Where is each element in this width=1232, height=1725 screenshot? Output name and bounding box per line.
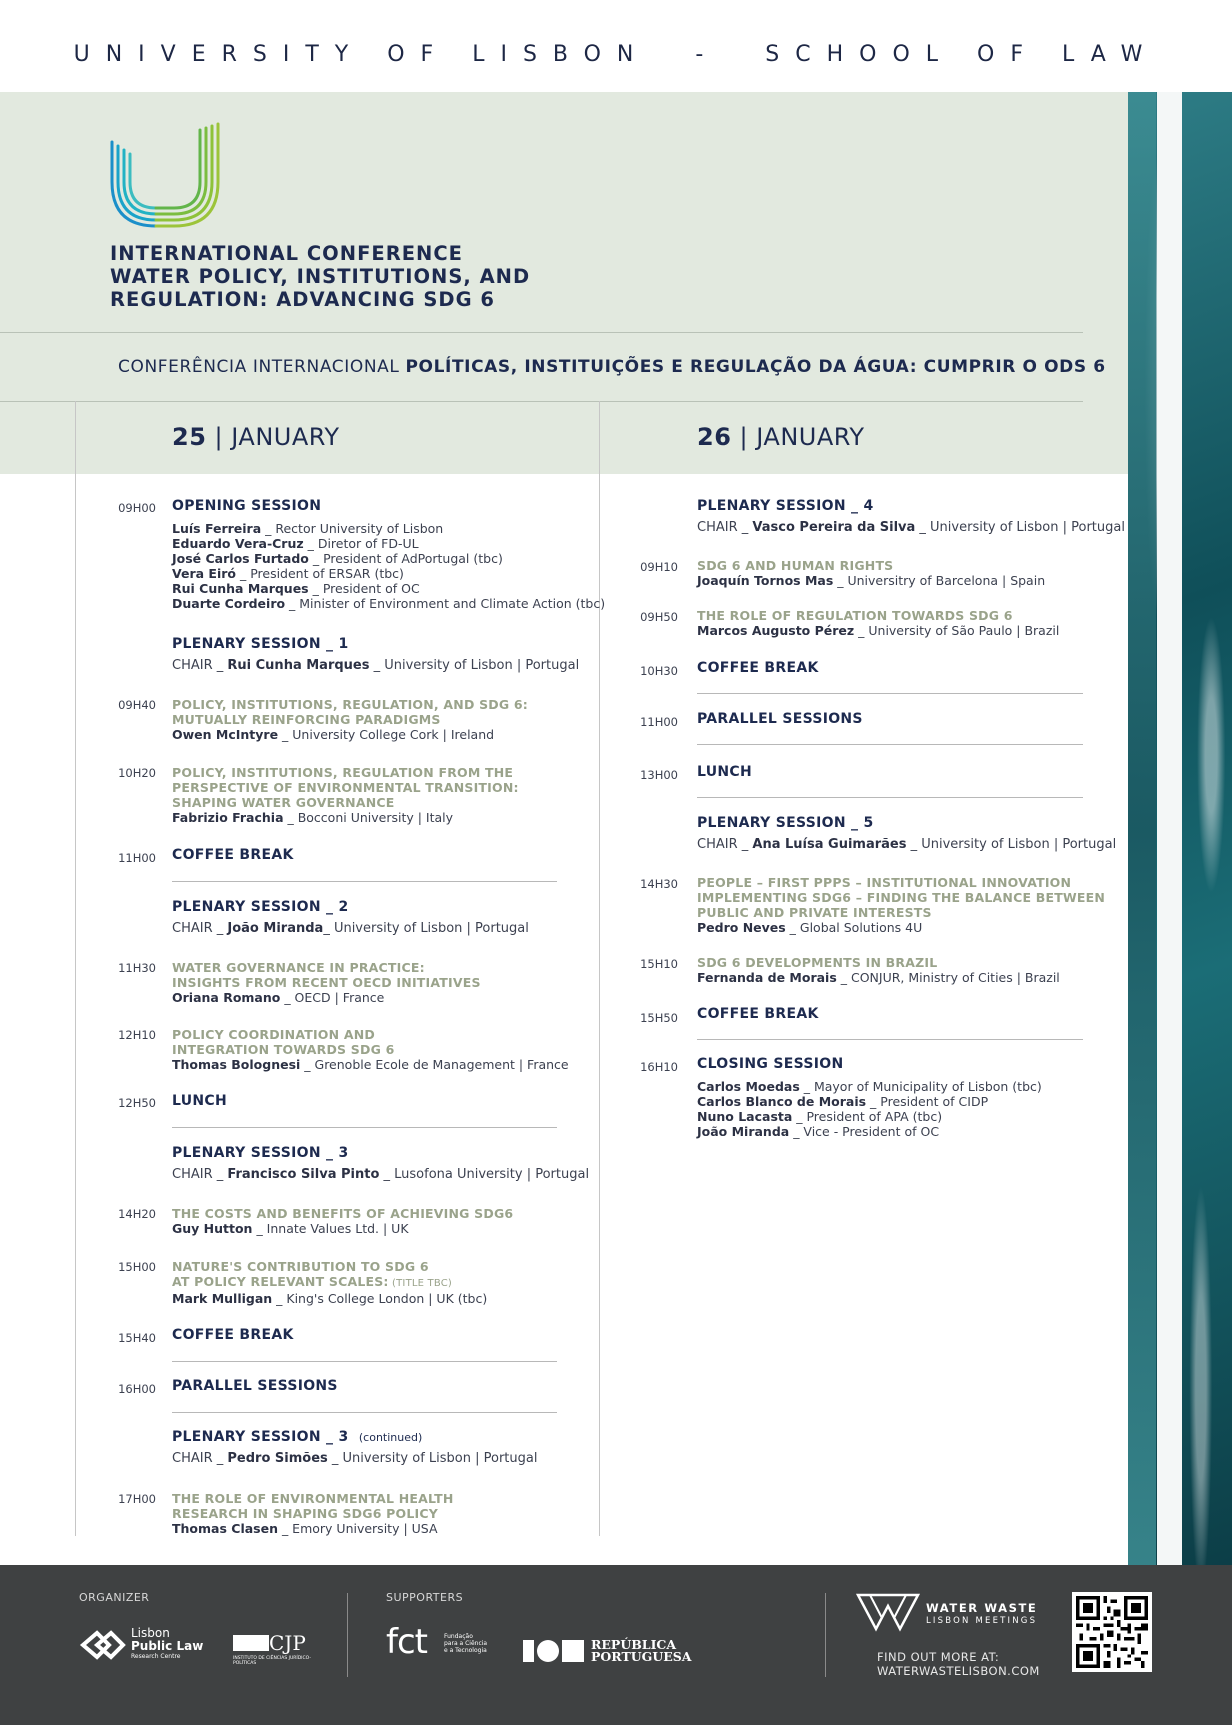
speaker: Duarte Cordeiro _ Minister of Environment and Climate Action (tbc): [172, 596, 606, 611]
day1-number: 25: [172, 423, 207, 451]
talk-title-line: THE ROLE OF REGULATION TOWARDS SDG 6: [697, 608, 1013, 623]
speaker: Carlos Blanco de Morais _ President of CIDP: [697, 1094, 989, 1109]
speaker: Thomas Clasen _ Emory University | USA: [172, 1521, 438, 1536]
speaker: João Miranda _ Vice - President of OC: [697, 1124, 940, 1139]
lunch: LUNCH: [172, 1093, 227, 1109]
hero-divider-1: [0, 332, 1083, 333]
speaker: Pedro Neves _ Global Solutions 4U: [697, 920, 923, 935]
talk: [697, 558, 1045, 588]
speaker: Rui Cunha Marques _ President of OC: [172, 581, 420, 596]
speaker: Joaquín Tornos Mas _ Universitry of Barcelona | Spain: [697, 573, 1046, 588]
time-label: 13H00: [640, 768, 678, 782]
chair-line: CHAIR _ Vasco Pereira da Silva _ University of Lisbon | Portugal: [697, 520, 1125, 535]
ww-line-2: LISBON MEETINGS: [926, 1616, 1038, 1626]
talk: [172, 1259, 487, 1306]
talk-title-line: PUBLIC AND PRIVATE INTERESTS: [697, 905, 932, 920]
speaker: Vera Eiró _ President of ERSAR (tbc): [172, 566, 404, 581]
supporters-label: SUPPORTERS: [386, 1591, 464, 1604]
opening-session: [172, 498, 605, 611]
pt-title-main: POLÍTICAS, INSTITUIÇÕES E REGULAÇÃO DA ÁGUA: CUMPRIR O ODS 6: [405, 357, 1106, 377]
qr-code-icon: [1076, 1596, 1148, 1668]
talk-title-line: INTEGRATION TOWARDS SDG 6: [172, 1042, 395, 1057]
conference-u-logo: [108, 122, 228, 232]
talk: [697, 955, 1060, 985]
university-title: UNIVERSITY OF LISBON - SCHOOL OF LAW: [73, 42, 1159, 67]
footer-divider: [825, 1593, 826, 1677]
speaker: Fernanda de Morais _ CONJUR, Ministry of Cities | Brazil: [697, 970, 1060, 985]
talk-title-line: NATURE'S CONTRIBUTION TO SDG 6: [172, 1259, 429, 1274]
fct-sub-2: para a Ciência: [444, 1640, 488, 1647]
day1-heading: [172, 423, 340, 451]
ww-line-1: WATER WASTE: [926, 1601, 1038, 1615]
plenary-session-5: [697, 815, 1116, 852]
time-label: 16H00: [118, 1382, 156, 1396]
rep-line-1: REPÚBLICA: [591, 1637, 677, 1652]
session-title: PLENARY SESSION _ 4: [697, 498, 874, 514]
speaker: Thomas Bolognesi _ Grenoble Ecole de Management | France: [172, 1057, 569, 1072]
plenary-session-3-continued: [172, 1429, 537, 1466]
time-label: 15H40: [118, 1331, 156, 1345]
fct-text: fct: [386, 1622, 427, 1662]
divider: [697, 1039, 1083, 1040]
talk: [172, 1027, 569, 1072]
continued-note: (continued): [358, 1431, 423, 1444]
qr-code[interactable]: [1072, 1592, 1152, 1672]
organizer-label: ORGANIZER: [79, 1591, 150, 1604]
speaker: Guy Hutton _ Innate Values Ltd. | UK: [172, 1221, 409, 1236]
divider: [697, 693, 1083, 694]
lisbon-public-law-icon: [79, 1627, 127, 1663]
time-label: 15H50: [640, 1011, 678, 1025]
session-title: PLENARY SESSION _ 3: [172, 1145, 349, 1161]
talk: [697, 608, 1059, 638]
session-title: PLENARY SESSION _ 2: [172, 899, 349, 915]
chair-line: CHAIR _ Pedro Simões _ University of Lisbon | Portugal: [172, 1451, 538, 1466]
time-label: 11H30: [118, 961, 156, 975]
day1-month: | JANUARY: [206, 423, 340, 451]
session-title: PLENARY SESSION _ 1: [172, 636, 349, 652]
talk: [697, 875, 1105, 935]
session-title: CLOSING SESSION: [697, 1056, 844, 1072]
footer-divider: [347, 1593, 348, 1677]
speaker: Eduardo Vera-Cruz _ Diretor of FD-UL: [172, 536, 419, 551]
day2-heading: [697, 423, 865, 451]
title-line-3: REGULATION: ADVANCING SDG 6: [110, 288, 495, 311]
chair-line: CHAIR _ Rui Cunha Marques _ University of Lisbon | Portugal: [172, 658, 580, 673]
speaker: Oriana Romano _ OECD | France: [172, 990, 385, 1005]
water-photo-edge: [1128, 92, 1156, 1565]
chair-line: CHAIR _ Francisco Silva Pinto _ Lusofona University | Portugal: [172, 1167, 590, 1182]
time-label: 09H10: [640, 560, 678, 574]
talk-title-line: POLICY, INSTITUTIONS, REGULATION, AND SDG 6:: [172, 697, 528, 712]
day1-left-rule: [75, 401, 76, 1536]
talk-title-line: AT POLICY RELEVANT SCALES: (TITLE TBC): [172, 1274, 453, 1289]
coffee-break: COFFEE BREAK: [697, 660, 819, 676]
fct-sub-3: e a Tecnologia: [444, 1647, 487, 1654]
chair-line: CHAIR _ João Miranda_ University of Lisbon | Portugal: [172, 921, 529, 936]
time-label: 12H50: [118, 1096, 156, 1110]
pt-title-prefix: CONFERÊNCIA INTERNACIONAL: [118, 357, 406, 377]
speaker: Nuno Lacasta _ President of APA (tbc): [697, 1109, 943, 1124]
speaker: Luís Ferreira _ Rector University of Lisbon: [172, 521, 444, 536]
time-label: 09H40: [118, 698, 156, 712]
time-label: 10H20: [118, 766, 156, 780]
plenary-session-2: [172, 899, 529, 936]
chair-line: CHAIR _ Ana Luísa Guimarães _ University of Lisbon | Portugal: [697, 837, 1117, 852]
plenary-session-4: [697, 498, 1125, 535]
talk-title-line: POLICY COORDINATION AND: [172, 1027, 375, 1042]
time-label: 11H00: [118, 851, 156, 865]
parallel-sessions: PARALLEL SESSIONS: [697, 711, 863, 727]
time-label: 09H00: [118, 501, 156, 515]
plenary-session-3: [172, 1145, 589, 1182]
talk: [172, 960, 481, 1005]
time-label: 15H10: [640, 957, 678, 971]
time-label: 15H00: [118, 1260, 156, 1274]
talk-title-line: PEOPLE – FIRST PPPS – INSTITUTIONAL INNOVATION: [697, 875, 1072, 890]
talk: [172, 1206, 513, 1236]
divider: [172, 1127, 557, 1128]
time-label: 09H50: [640, 610, 678, 624]
speaker: Marcos Augusto Pérez _ University of São Paulo | Brazil: [697, 623, 1060, 638]
talk-title-line: SHAPING WATER GOVERNANCE: [172, 795, 395, 810]
time-label: 14H30: [640, 877, 678, 891]
time-label: 10H30: [640, 664, 678, 678]
lpl-line-3: Research Centre: [131, 1653, 181, 1660]
water-photo-divider: [1157, 92, 1182, 1565]
divider: [172, 1412, 557, 1413]
talk: [172, 765, 519, 825]
find-out-more: [877, 1650, 1040, 1678]
time-label: 14H20: [118, 1207, 156, 1221]
talk-title-line: POLICY, INSTITUTIONS, REGULATION FROM THE: [172, 765, 514, 780]
session-title: PLENARY SESSION _ 3 (continued): [172, 1429, 423, 1445]
speaker-list: [697, 1079, 1042, 1139]
find-label: FIND OUT MORE AT:: [877, 1650, 1000, 1664]
parallel-sessions: PARALLEL SESSIONS: [172, 1378, 338, 1394]
lpl-line-1: Lisbon: [131, 1626, 170, 1640]
coffee-break: COFFEE BREAK: [172, 1327, 294, 1343]
talk-title-line: INSIGHTS FROM RECENT OECD INITIATIVES: [172, 975, 481, 990]
talk: [172, 1491, 454, 1536]
coffee-break: COFFEE BREAK: [697, 1006, 819, 1022]
talk-title-line: THE ROLE OF ENVIRONMENTAL HEALTH: [172, 1491, 454, 1506]
title-line-2: WATER POLICY, INSTITUTIONS, AND: [110, 265, 531, 288]
talk-title-line: PERSPECTIVE OF ENVIRONMENTAL TRANSITION:: [172, 780, 519, 795]
rep-line-2: PORTUGUESA: [591, 1649, 692, 1664]
time-label: 11H00: [640, 715, 678, 729]
talk: [172, 697, 528, 742]
time-label: 16H10: [640, 1060, 678, 1074]
plenary-session-1: [172, 636, 579, 673]
talk-title-line: IMPLEMENTING SDG6 – FINDING THE BALANCE BETWEEN: [697, 890, 1106, 905]
coffee-break: COFFEE BREAK: [172, 847, 294, 863]
talk-title-line: MUTUALLY REINFORCING PARADIGMS: [172, 712, 441, 727]
lpl-line-2: Public Law: [131, 1639, 204, 1653]
talk-title-line: RESEARCH IN SHAPING SDG6 POLICY: [172, 1506, 438, 1521]
speaker: Carlos Moedas _ Mayor of Municipality of Lisbon (tbc): [697, 1079, 1042, 1094]
hero-divider-2: [0, 401, 1083, 402]
talk-title-line: WATER GOVERNANCE IN PRACTICE:: [172, 960, 425, 975]
day2-month: | JANUARY: [731, 423, 865, 451]
speaker: José Carlos Furtado _ President of AdPortugal (tbc): [172, 551, 503, 566]
speaker: Owen McIntyre _ University College Cork | Ireland: [172, 727, 495, 742]
water-waste-icon: [856, 1592, 920, 1632]
talk-title-line: SDG 6 DEVELOPMENTS IN BRAZIL: [697, 955, 938, 970]
divider: [172, 1361, 557, 1362]
cjp-text: CJP: [269, 1631, 306, 1655]
website-link[interactable]: WATERWASTELISBON.COM: [877, 1664, 1040, 1678]
portuguese-title: [118, 357, 1106, 377]
talk-title-line: SDG 6 AND HUMAN RIGHTS: [697, 558, 894, 573]
title-tbc-note: (TITLE TBC): [388, 1278, 453, 1289]
lunch: LUNCH: [697, 764, 752, 780]
closing-session: [697, 1056, 1042, 1139]
speaker-list: [172, 521, 605, 611]
day2-number: 26: [697, 423, 732, 451]
session-title: OPENING SESSION: [172, 498, 322, 514]
conference-title: [110, 242, 530, 311]
footer: [0, 1565, 1232, 1725]
session-title: PLENARY SESSION _ 5: [697, 815, 874, 831]
speaker: Fabrizio Frachia _ Bocconi University | Italy: [172, 810, 454, 825]
title-line-1: INTERNATIONAL CONFERENCE: [110, 242, 464, 265]
divider: [697, 797, 1083, 798]
time-label: 12H10: [118, 1028, 156, 1042]
fct-sub-1: Fundação: [444, 1633, 473, 1640]
speaker: Mark Mulligan _ King's College London | UK (tbc): [172, 1291, 488, 1306]
cjp-subtext: INSTITUTO DE CIÊNCIAS JURÍDICO-POLÍTICAS: [233, 1656, 311, 1666]
divider: [697, 744, 1083, 745]
time-label: 17H00: [118, 1492, 156, 1506]
divider: [172, 881, 557, 882]
talk-title-line: THE COSTS AND BENEFITS OF ACHIEVING SDG6: [172, 1206, 514, 1221]
